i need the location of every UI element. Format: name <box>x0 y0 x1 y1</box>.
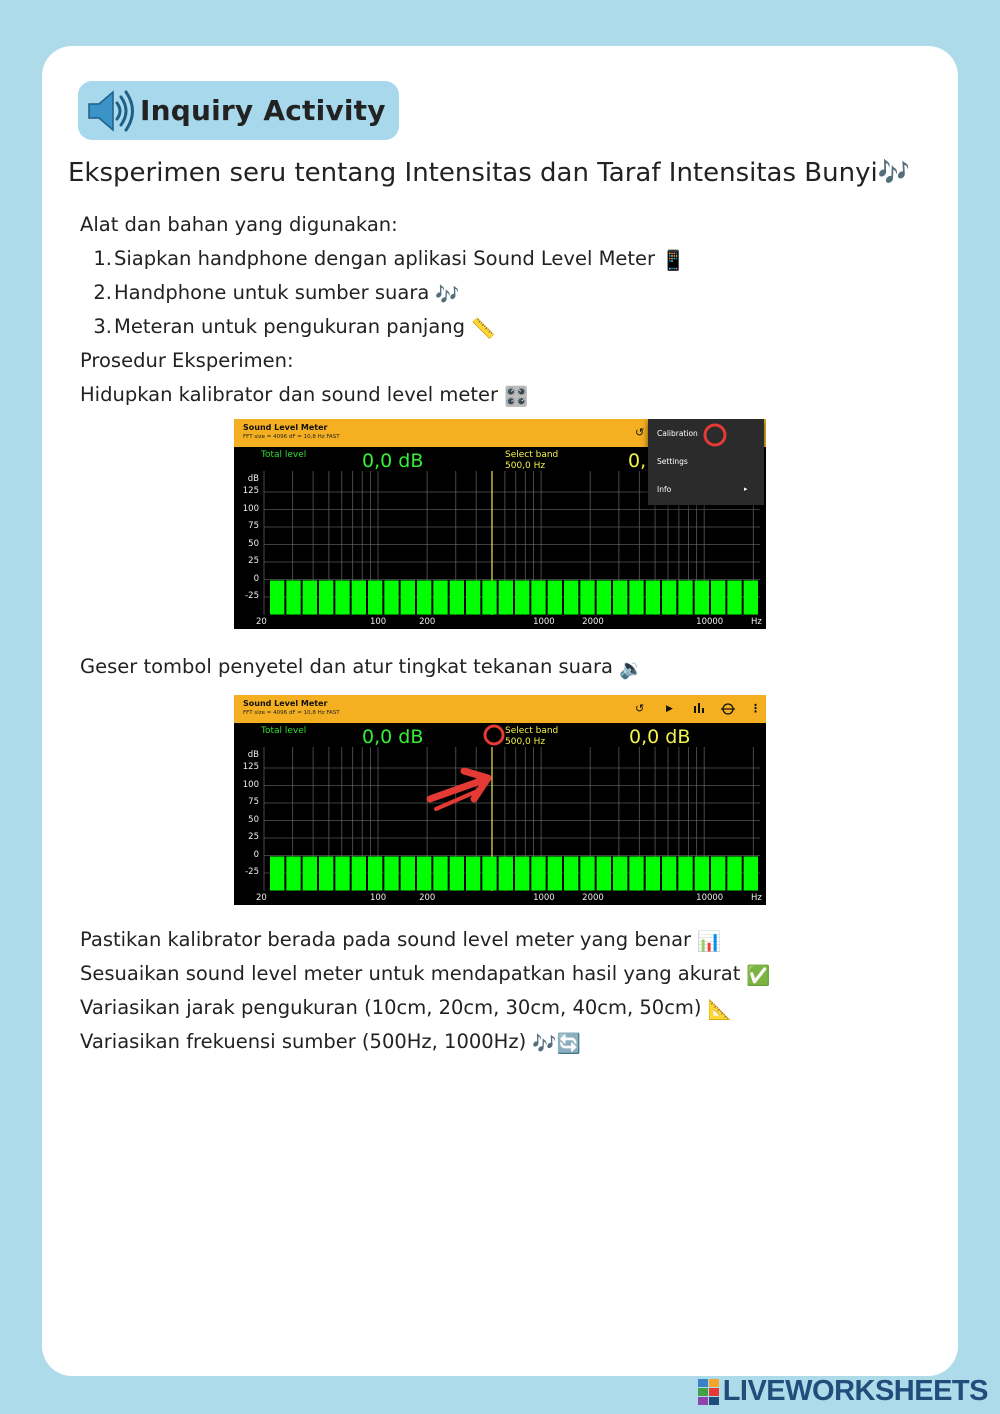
phone-icon: 📱 <box>661 249 686 272</box>
y-tick-label: 50 <box>248 538 259 549</box>
spectrum-bar <box>646 581 660 615</box>
spectrum-bar <box>548 581 562 615</box>
triangle-ruler-icon: 📐 <box>707 998 732 1021</box>
app-subtitle: FFT size = 4096 dF = 10,8 Hz FAST <box>243 434 340 440</box>
y-axis-unit: dB <box>247 750 259 760</box>
procedure-step-3 <box>80 928 721 953</box>
x-tick-label: Hz <box>751 893 762 903</box>
procedure-step-6 <box>80 1030 581 1055</box>
liveworksheets-logo <box>698 1375 988 1408</box>
spectrum-bar <box>368 581 382 615</box>
y-tick-label: 75 <box>248 521 259 531</box>
band-frequency: 500,0 Hz <box>505 737 546 747</box>
list-number: 2. <box>93 281 112 304</box>
spectrum-bar <box>662 857 676 891</box>
spectrum-bar <box>433 581 447 615</box>
spectrum-bar <box>531 857 545 891</box>
spectrum-bar <box>303 581 317 615</box>
x-tick-label: 200 <box>419 893 436 903</box>
submenu-arrow-icon: ▸ <box>744 485 748 493</box>
spectrum-bar <box>548 857 562 891</box>
x-tick-label: 10000 <box>696 617 724 627</box>
spectrum-bar <box>695 857 709 891</box>
total-level-value: 0,0 dB <box>362 726 424 748</box>
app-title: Sound Level Meter <box>243 699 328 708</box>
total-level-label: Total level <box>261 450 307 460</box>
spectrum-bar <box>401 581 415 615</box>
bar-chart-icon[interactable] <box>693 702 705 718</box>
app-subtitle: FFT size = 4096 dF = 10,8 Hz FAST <box>243 710 340 716</box>
spectrum-bar <box>711 857 725 891</box>
spectrum-bar <box>482 857 496 891</box>
y-tick-label: 25 <box>248 832 259 842</box>
tool-item-1 <box>80 247 685 272</box>
sound-level-meter-screenshot-band <box>234 695 766 905</box>
step-text: Sesuaikan sound level meter untuk mendapatkan hasil yang akurat <box>80 962 741 985</box>
music-repeat-icon: 🎶🔄 <box>532 1032 581 1055</box>
ruler-icon: 📏 <box>471 317 496 340</box>
y-tick-label: -25 <box>245 867 259 877</box>
spectrum-bar <box>515 581 529 615</box>
spectrum-bar <box>384 581 398 615</box>
procedure-step-2 <box>80 655 643 680</box>
x-tick-label: Hz <box>751 617 762 627</box>
speaker-volume-icon: 🔉 <box>618 657 644 680</box>
spectrum-bar <box>286 581 300 615</box>
procedure-step-5 <box>80 996 732 1021</box>
y-tick-label: 0 <box>253 849 259 860</box>
y-tick-label: 100 <box>242 503 259 514</box>
spectrum-bar <box>401 857 415 891</box>
sound-level-meter-screenshot-menu <box>234 419 766 629</box>
spectrum-bar <box>662 581 676 615</box>
y-tick-label: 25 <box>248 556 259 566</box>
spectrum-bar <box>286 857 300 891</box>
bar-chart-icon: 📊 <box>697 930 722 953</box>
x-tick-label: 100 <box>369 893 387 903</box>
band-frequency: 500,0 Hz <box>505 461 546 471</box>
spectrum-bar <box>335 857 349 891</box>
y-tick-label: 75 <box>248 797 259 807</box>
y-tick-label: -25 <box>245 591 259 601</box>
list-text: Handphone untuk sumber suara <box>114 281 430 304</box>
y-tick-label: 100 <box>242 779 259 790</box>
menu-item-info[interactable]: Info <box>657 485 672 494</box>
procedure-heading: Prosedur Eksperimen: <box>80 349 294 372</box>
spectrum-bar <box>711 581 725 615</box>
band-label-text: Select band <box>505 450 559 460</box>
overflow-menu <box>648 419 764 505</box>
select-band-label[interactable] <box>505 726 558 748</box>
spectrum-bar <box>727 857 741 891</box>
list-number: 3. <box>93 315 112 338</box>
spectrum-bar <box>564 581 578 615</box>
spectrum-bar <box>727 581 741 615</box>
x-tick-label: 200 <box>419 617 436 627</box>
step-text: Pastikan kalibrator berada pada sound level meter yang benar <box>80 928 692 951</box>
spectrum-bar <box>531 581 545 615</box>
x-tick-label: 20 <box>256 893 267 903</box>
spectrum-bar <box>352 857 366 891</box>
x-tick-label: 100 <box>369 617 387 627</box>
spectrum-bar <box>613 581 627 615</box>
step-text: Variasikan frekuensi sumber (500Hz, 1000Hz) <box>80 1030 527 1053</box>
spectrum-bar <box>597 857 611 891</box>
spectrum-bar <box>597 581 611 615</box>
spectrum-bar <box>499 857 513 891</box>
list-text: Siapkan handphone dengan aplikasi Sound Level Meter <box>114 247 656 270</box>
spectrum-bar <box>515 857 529 891</box>
spectrum-bar <box>744 857 758 891</box>
liveworksheets-mark-icon <box>698 1379 720 1405</box>
step-text: Variasikan jarak pengukuran (10cm, 20cm, 30cm, 40cm, 50cm) <box>80 996 702 1019</box>
badge-title: Inquiry Activity <box>140 94 386 127</box>
spectrum-bar <box>613 857 627 891</box>
spectrum-bar <box>564 857 578 891</box>
spectrum-bar <box>466 857 480 891</box>
app-header <box>234 695 766 723</box>
spectrum-bar <box>352 581 366 615</box>
spectrum-bar <box>678 581 692 615</box>
spectrum-bar <box>629 857 643 891</box>
spectrum-bar <box>417 857 431 891</box>
spectrum-bar <box>303 857 317 891</box>
spectrum-bar <box>319 857 333 891</box>
spectrum-bar <box>629 581 643 615</box>
brand-name: LIVEWORKSHEETS <box>722 1375 988 1407</box>
spectrum-bar <box>450 857 464 891</box>
y-axis-unit: dB <box>247 474 259 484</box>
band-level-value: 0,0 dB <box>629 726 691 748</box>
spectrum-bar <box>270 857 284 891</box>
list-text: Meteran untuk pengukuran panjang <box>114 315 466 338</box>
subtitle-text: Eksperimen seru tentang Intensitas dan Taraf Intensitas Bunyi <box>68 158 878 188</box>
menu-item-calibration[interactable]: Calibration <box>657 429 698 438</box>
app-title: Sound Level Meter <box>243 423 328 432</box>
spectrum-bar <box>499 581 513 615</box>
x-tick-label: 20 <box>256 617 267 627</box>
more-icon[interactable]: ⋮ <box>750 702 761 715</box>
spectrum-bar <box>450 581 464 615</box>
tool-item-2 <box>80 281 460 306</box>
y-tick-label: 50 <box>248 814 259 825</box>
speaker-icon <box>78 81 140 140</box>
y-tick-label: 0 <box>253 573 259 584</box>
spectrum-bar <box>744 581 758 615</box>
control-knobs-icon: 🎛️ <box>504 385 529 408</box>
spectrum-bar <box>466 581 480 615</box>
x-tick-label: 2000 <box>582 617 604 627</box>
step-text: Hidupkan kalibrator dan sound level meter <box>80 383 499 406</box>
total-level-value: 0,0 dB <box>362 450 424 472</box>
spectrum-bar <box>678 857 692 891</box>
x-tick-label: 1000 <box>533 617 555 627</box>
spectrum-bar <box>319 581 333 615</box>
page-subtitle <box>68 158 910 188</box>
list-number: 1. <box>93 247 112 270</box>
refresh-icon[interactable]: ↺ <box>635 702 645 715</box>
music-notes-icon: 🎶 <box>435 283 460 306</box>
spectrum-bar <box>368 857 382 891</box>
spectrum-bar <box>646 857 660 891</box>
spectrum-bar <box>417 581 431 615</box>
inquiry-badge <box>78 81 399 140</box>
target-icon[interactable] <box>721 702 735 720</box>
total-level-label: Total level <box>261 726 307 736</box>
refresh-icon[interactable]: ↺ <box>635 426 645 439</box>
play-icon[interactable]: ▶ <box>666 704 673 714</box>
spectrum-bar <box>384 857 398 891</box>
x-tick-label: 1000 <box>533 893 555 903</box>
band-label-text: Select band <box>505 726 559 736</box>
x-tick-label: 10000 <box>696 893 724 903</box>
check-mark-icon: ✅ <box>746 964 771 987</box>
highlight-circle-icon <box>702 422 728 448</box>
step-text: Geser tombol penyetel dan atur tingkat tekanan suara <box>80 655 613 678</box>
spectrum-bar <box>433 857 447 891</box>
highlight-circle-icon <box>482 723 506 747</box>
band-level-value: 0, <box>628 450 647 472</box>
spectrum-bar <box>482 581 496 615</box>
red-arrow-icon <box>424 765 504 815</box>
procedure-step-1 <box>80 383 528 408</box>
menu-item-settings[interactable]: Settings <box>657 457 688 466</box>
select-band-label <box>505 450 558 472</box>
procedure-step-4 <box>80 962 771 987</box>
spectrum-bar <box>580 857 594 891</box>
x-tick-label: 2000 <box>582 893 604 903</box>
y-tick-label: 125 <box>242 486 259 496</box>
music-notes-icon: 🎶 <box>877 158 911 188</box>
y-tick-label: 125 <box>242 762 259 772</box>
tools-heading: Alat dan bahan yang digunakan: <box>80 213 398 236</box>
spectrum-bar <box>695 581 709 615</box>
spectrum-bar <box>270 581 284 615</box>
tool-item-3 <box>80 315 495 340</box>
spectrum-bar <box>335 581 349 615</box>
spectrum-bar <box>580 581 594 615</box>
